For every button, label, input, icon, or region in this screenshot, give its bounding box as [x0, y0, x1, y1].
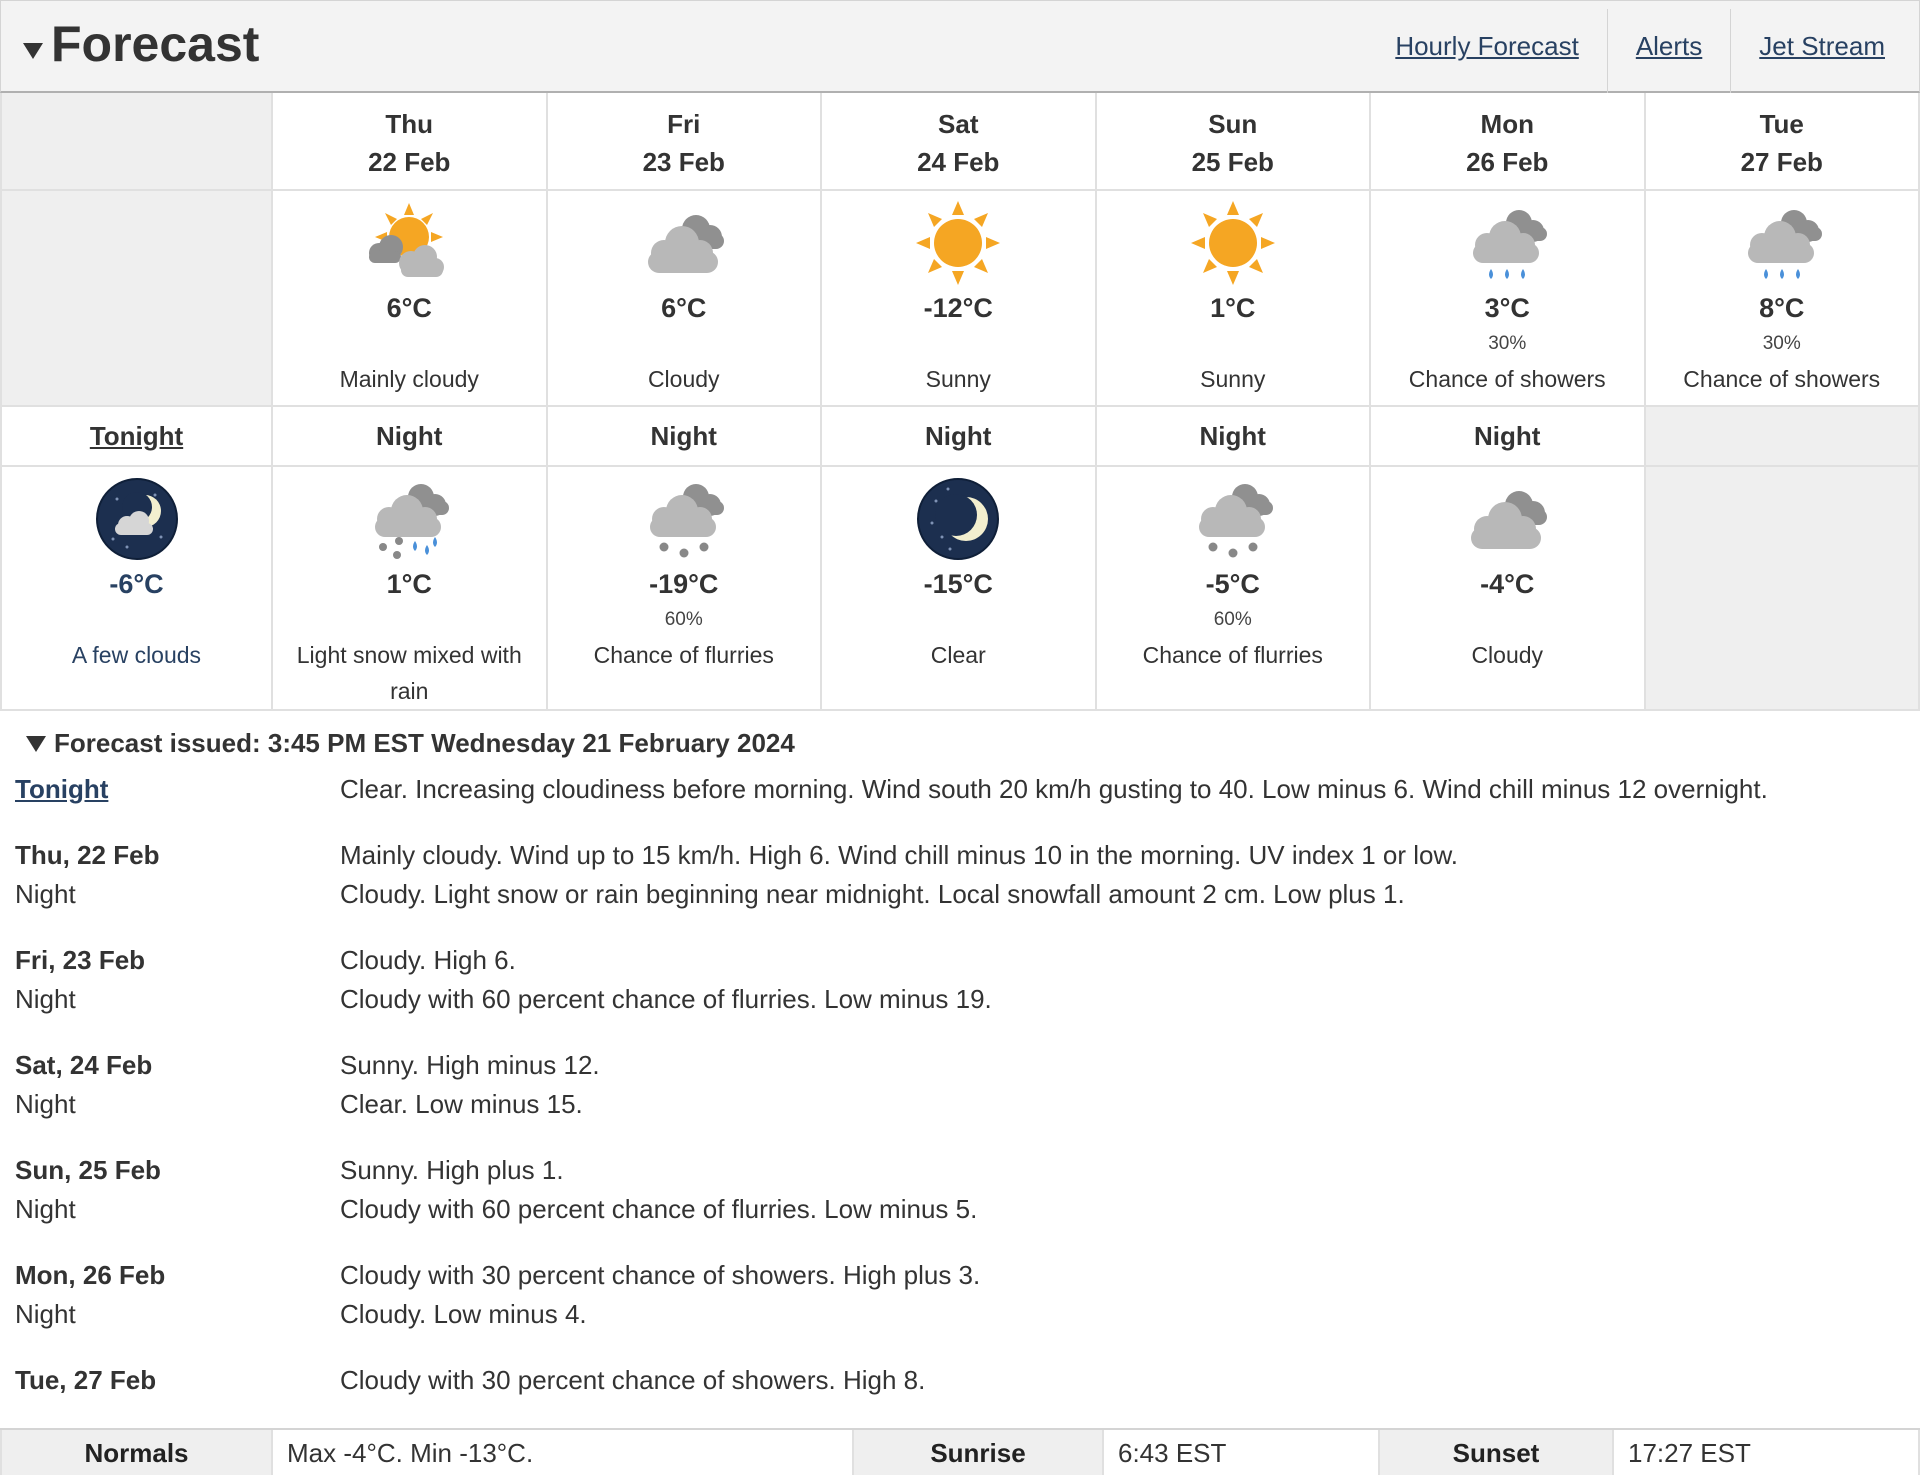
normals-value: Max -4°C. Min -13°C.	[273, 1430, 854, 1475]
detail-row	[15, 1190, 1905, 1229]
night-forecast-cell	[822, 467, 1097, 711]
day-pop: 30%	[1762, 333, 1801, 354]
detail-group	[15, 1361, 1905, 1400]
detail-row	[15, 1046, 1905, 1085]
day-header	[1646, 93, 1920, 191]
showers-icon	[1457, 199, 1557, 289]
night-condition: Cloudy	[1471, 642, 1544, 668]
empty-night-cell	[1646, 467, 1920, 711]
forecast-issued-text: Forecast issued: 3:45 PM EST Wednesday 21 February 2024	[54, 728, 795, 758]
detail-day-label: Sat, 24 Feb	[15, 1050, 153, 1080]
night-pop: 60%	[664, 609, 703, 630]
detail-row	[15, 1256, 1905, 1295]
detail-row	[15, 1295, 1905, 1334]
detail-text: Sunny. High plus 1.	[340, 1155, 564, 1185]
day-date: 23 Feb	[642, 147, 725, 177]
detail-day-label: Tue, 27 Feb	[15, 1365, 157, 1395]
detail-text: Sunny. High minus 12.	[340, 1050, 600, 1080]
detail-day-label: Mon, 26 Feb	[15, 1260, 166, 1290]
night-forecast-cell	[1371, 467, 1646, 711]
normals-label: Normals	[0, 1430, 273, 1475]
detail-row	[15, 1151, 1905, 1190]
tonight-forecast-cell	[0, 467, 273, 711]
night-condition: Chance of flurries	[1142, 642, 1323, 668]
flurries-icon	[634, 475, 734, 565]
detail-group	[15, 941, 1905, 1019]
day-name: Thu	[385, 109, 434, 139]
day-date: 25 Feb	[1191, 147, 1274, 177]
detail-night-label: Night	[15, 879, 76, 909]
night-condition: Chance of flurries	[593, 642, 774, 668]
night-header	[273, 407, 548, 467]
forecast-grid	[0, 93, 1920, 711]
night-temperature: 1°C	[386, 569, 432, 599]
day-condition: Chance of showers	[1683, 366, 1881, 392]
tonight-link[interactable]: Tonight	[89, 421, 184, 451]
day-name: Sat	[938, 109, 979, 139]
night-label: Night	[1474, 421, 1541, 451]
day-condition: Mainly cloudy	[339, 366, 479, 392]
day-temperature: 6°C	[386, 293, 432, 323]
day-forecast-cell	[1097, 191, 1372, 407]
detail-row	[15, 941, 1905, 980]
day-date: 24 Feb	[917, 147, 1000, 177]
alerts-link[interactable]: Alerts	[1607, 9, 1730, 93]
forecast-issued-toggle[interactable]	[26, 728, 795, 759]
detail-group	[15, 1151, 1905, 1229]
detail-night-label: Night	[15, 984, 76, 1014]
detail-night-label: Night	[15, 1194, 76, 1224]
tonight-header	[0, 407, 273, 467]
detail-day-label: Thu, 22 Feb	[15, 840, 160, 870]
day-forecast-cell	[1646, 191, 1920, 407]
day-condition: Cloudy	[647, 366, 720, 392]
day-condition: Sunny	[925, 366, 991, 392]
detail-text: Cloudy. Light snow or rain beginning near midnight. Local snowfall amount 2 cm. Low plus 1.	[340, 879, 1405, 909]
detail-text: Cloudy. Low minus 4.	[340, 1299, 587, 1329]
sunrise-value: 6:43 EST	[1104, 1430, 1380, 1475]
sun-icon	[1183, 199, 1283, 289]
night-label: Night	[376, 421, 443, 451]
cloudy-icon	[634, 199, 734, 289]
detail-row	[15, 1361, 1905, 1400]
detail-group	[15, 770, 1905, 809]
empty-night-header	[1646, 407, 1920, 467]
night-pop: 60%	[1213, 609, 1252, 630]
night-label: Night	[1199, 421, 1266, 451]
sunset-value: 17:27 EST	[1614, 1430, 1920, 1475]
detail-row	[15, 1085, 1905, 1124]
sunrise-label: Sunrise	[854, 1430, 1104, 1475]
day-forecast-cell	[548, 191, 823, 407]
jet-stream-link[interactable]: Jet Stream	[1730, 9, 1919, 93]
detailed-forecast	[15, 770, 1905, 1427]
day-forecast-cell	[822, 191, 1097, 407]
detail-text: Mainly cloudy. Wind up to 15 km/h. High 6. Wind chill minus 10 in the morning. UV index 1 or low.	[340, 840, 1459, 870]
day-temperature: 6°C	[661, 293, 707, 323]
sunset-label: Sunset	[1380, 1430, 1614, 1475]
night-temperature: -6°C	[109, 569, 164, 599]
night-temperature: -5°C	[1205, 569, 1260, 599]
night-header	[1097, 407, 1372, 467]
detail-text: Cloudy with 30 percent chance of showers. High plus 3.	[340, 1260, 981, 1290]
day-forecast-cell	[1371, 191, 1646, 407]
night-temperature: -15°C	[923, 569, 993, 599]
night-header	[548, 407, 823, 467]
day-header	[1371, 93, 1646, 191]
day-date: 22 Feb	[368, 147, 451, 177]
day-name: Tue	[1759, 109, 1804, 139]
detail-row	[15, 770, 1905, 809]
night-forecast-cell	[1097, 467, 1372, 711]
caret-down-icon	[26, 736, 46, 752]
detail-text: Clear. Increasing cloudiness before morning. Wind south 20 km/h gusting to 40. Low minus 6. Wind chill minus 12 overnight.	[340, 774, 1768, 804]
night-condition: Clear	[930, 642, 986, 668]
night-header	[822, 407, 1097, 467]
night-temperature: -4°C	[1480, 569, 1535, 599]
day-temperature: -12°C	[923, 293, 993, 323]
caret-down-icon[interactable]	[23, 43, 43, 59]
day-pop: 30%	[1488, 333, 1527, 354]
day-forecast-cell	[273, 191, 548, 407]
night-condition: Light snow mixed with rain	[296, 642, 522, 704]
header-links	[1367, 9, 1919, 93]
day-temperature: 8°C	[1759, 293, 1805, 323]
night-label: Night	[650, 421, 717, 451]
day-date: 26 Feb	[1466, 147, 1549, 177]
detail-row	[15, 836, 1905, 875]
night-label: Night	[925, 421, 992, 451]
detail-day-label: Fri, 23 Feb	[15, 945, 146, 975]
moon-cloud-icon	[87, 475, 187, 565]
sun-icon	[908, 199, 1008, 289]
night-forecast-cell	[273, 467, 548, 711]
detail-row	[15, 875, 1905, 914]
detail-night-label: Night	[15, 1299, 76, 1329]
day-header	[1097, 93, 1372, 191]
sun-cloud-icon	[359, 199, 459, 289]
cloudy-icon	[1457, 475, 1557, 565]
forecast-title[interactable]	[23, 15, 259, 73]
detail-day-label: Sun, 25 Feb	[15, 1155, 161, 1185]
detail-text: Cloudy with 60 percent chance of flurries. Low minus 5.	[340, 1194, 978, 1224]
moon-icon	[908, 475, 1008, 565]
day-header	[822, 93, 1097, 191]
detail-row	[15, 980, 1905, 1019]
day-temperature: 1°C	[1210, 293, 1256, 323]
detail-text: Cloudy. High 6.	[340, 945, 516, 975]
showers-icon	[1732, 199, 1832, 289]
empty-header-cell	[0, 93, 273, 191]
detail-group	[15, 836, 1905, 914]
day-header	[548, 93, 823, 191]
tonight-detail-link[interactable]: Tonight	[15, 774, 109, 804]
detail-text: Clear. Low minus 15.	[340, 1089, 583, 1119]
day-condition: Chance of showers	[1408, 366, 1606, 392]
day-name: Fri	[667, 109, 701, 139]
night-temperature: -19°C	[649, 569, 719, 599]
normals-bar	[0, 1428, 1920, 1475]
day-name: Mon	[1480, 109, 1534, 139]
detail-night-label: Night	[15, 1089, 76, 1119]
forecast-header	[0, 0, 1920, 93]
day-header	[273, 93, 548, 191]
night-forecast-cell	[548, 467, 823, 711]
detail-text: Cloudy with 60 percent chance of flurries. Low minus 19.	[340, 984, 992, 1014]
snow-rain-icon	[359, 475, 459, 565]
empty-day-cell	[0, 191, 273, 407]
day-condition: Sunny	[1200, 366, 1266, 392]
forecast-title-text: Forecast	[51, 16, 260, 72]
day-date: 27 Feb	[1740, 147, 1823, 177]
night-header	[1371, 407, 1646, 467]
detail-group	[15, 1046, 1905, 1124]
night-condition: A few clouds	[71, 642, 202, 668]
hourly-forecast-link[interactable]: Hourly Forecast	[1395, 31, 1579, 61]
day-name: Sun	[1208, 109, 1258, 139]
day-temperature: 3°C	[1484, 293, 1530, 323]
flurries-icon	[1183, 475, 1283, 565]
detail-text: Cloudy with 30 percent chance of showers. High 8.	[340, 1365, 926, 1395]
detail-group	[15, 1256, 1905, 1334]
